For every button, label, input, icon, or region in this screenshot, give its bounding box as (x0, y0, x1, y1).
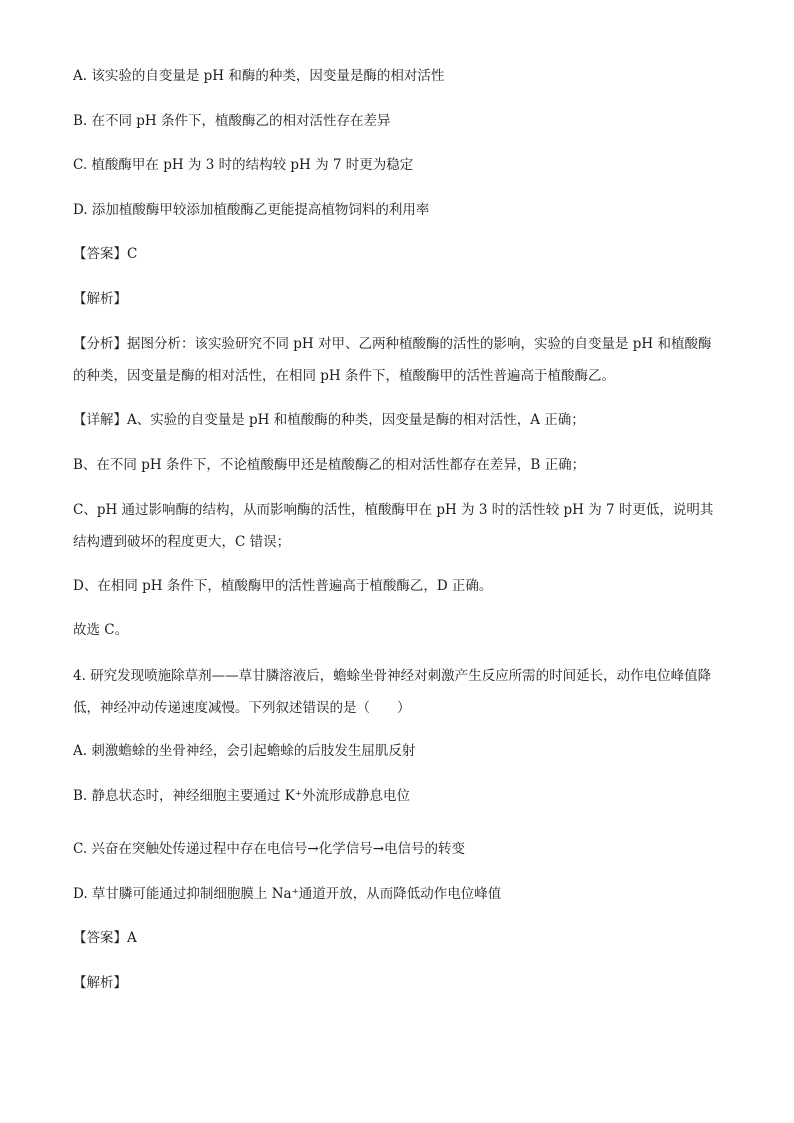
answer-value: A (127, 930, 137, 946)
q3-option-d: D. 添加植酸酶甲较添加植酸酶乙更能提高植物饲料的利用率 (73, 202, 430, 218)
q4-stem: 4. 研究发现喷施除草剂——草甘膦溶液后，蟾蜍坐骨神经对刺激产生反应所需的时间延长，动作电位峰值降低，神经冲动传递速度减慢。下列叙述错误的是（ ） (73, 668, 712, 716)
xiangjie-a-text: A、实验的自变量是 pH 和植酸酶的种类，因变量是酶的相对活性，A 正确； (127, 412, 585, 428)
q4-option-a: A. 刺激蟾蜍的坐骨神经，会引起蟾蜍的后肢发生屈肌反射 (73, 743, 416, 759)
q3-analysis-heading (73, 289, 127, 309)
answer-label: 【答案】 (73, 246, 127, 262)
q3-xiangjie-b: B、在不同 pH 条件下，不论植酸酶甲还是植酸酶乙的相对活性都存在差异，B 正确； (73, 457, 586, 473)
q4-analysis-heading (73, 973, 127, 993)
q4-option-b: B. 静息状态时，神经细胞主要通过 K⁺外流形成静息电位 (73, 788, 411, 804)
q4-option-c: C. 兴奋在突触处传递过程中存在电信号→化学信号→电信号的转变 (73, 841, 466, 857)
q3-xiangjie-d: D、在相同 pH 条件下，植酸酶甲的活性普遍高于植酸酶乙，D 正确。 (73, 578, 493, 594)
q3-answer (73, 244, 137, 264)
q4-answer (73, 928, 137, 948)
xiangjie-label: 【详解】 (73, 412, 127, 428)
q3-fenxi-paragraph (73, 328, 723, 392)
answer-label: 【答案】 (73, 930, 127, 946)
q3-option-a: A. 该实验的自变量是 pH 和酶的种类，因变量是酶的相对活性 (73, 68, 445, 84)
analysis-label: 【解析】 (73, 975, 127, 991)
analysis-label: 【解析】 (73, 291, 127, 307)
fenxi-text: 据图分析：该实验研究不同 pH 对甲、乙两种植酸酶的活性的影响，实验的自变量是 pH 和植酸酶的种类，因变量是酶的相对活性，在相同 pH 条件下，植酸酶甲的活性普遍高于植酸酶乙。 (73, 336, 712, 384)
fenxi-label: 【分析】 (73, 336, 127, 352)
q3-xiangjie-a (73, 410, 585, 430)
answer-value: C (127, 246, 138, 262)
q3-conclusion: 故选 C。 (73, 622, 129, 638)
q3-option-b: B. 在不同 pH 条件下，植酸酶乙的相对活性存在差异 (73, 113, 391, 129)
q4-option-d: D. 草甘膦可能通过抑制细胞膜上 Na⁺通道开放，从而降低动作电位峰值 (73, 886, 502, 902)
q3-xiangjie-c: C、pH 通过影响酶的结构，从而影响酶的活性，植酸酶甲在 pH 为 3 时的活性较 pH 为 7 时更低，说明其结构遭到破坏的程度更大，C 错误； (73, 502, 714, 550)
q3-option-c: C. 植酸酶甲在 pH 为 3 时的结构较 pH 为 7 时更为稳定 (73, 157, 414, 173)
